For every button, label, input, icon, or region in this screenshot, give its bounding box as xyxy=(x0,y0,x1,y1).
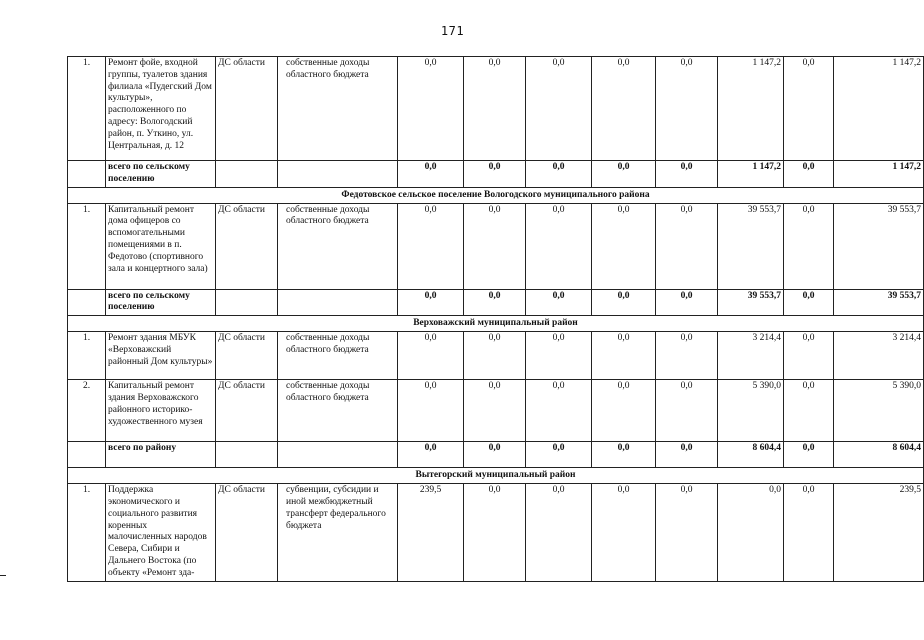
value-cell: 0,0 xyxy=(784,484,834,581)
total-label: всего по сельскому поселению xyxy=(106,289,216,316)
total-blank xyxy=(216,161,278,188)
object-name: Ремонт здания МБУК «Верховажский районный Дом культуры» xyxy=(106,332,216,380)
table-row xyxy=(68,380,924,442)
value-cell: 0,0 xyxy=(464,380,526,442)
total-value: 0,0 xyxy=(526,161,592,188)
value-cell: 39 553,7 xyxy=(718,203,784,289)
total-value: 0,0 xyxy=(464,161,526,188)
total-index xyxy=(68,442,106,468)
total-value: 1 147,2 xyxy=(718,161,784,188)
value-cell: 239,5 xyxy=(398,484,464,581)
value-cell: 0,0 xyxy=(526,380,592,442)
value-cell: 0,0 xyxy=(592,332,656,380)
status-cell: ДС области xyxy=(216,484,278,581)
total-index xyxy=(68,289,106,316)
value-cell: 0,0 xyxy=(398,332,464,380)
total-value: 0,0 xyxy=(592,161,656,188)
status-cell: ДС области xyxy=(216,57,278,161)
total-value: 0,0 xyxy=(592,289,656,316)
value-cell: 0,0 xyxy=(592,203,656,289)
total-index xyxy=(68,161,106,188)
funding-source: собственные доходы областного бюджета xyxy=(278,57,398,161)
value-cell: 0,0 xyxy=(656,380,718,442)
total-value: 1 147,2 xyxy=(834,161,924,188)
margin-mark xyxy=(0,575,6,576)
row-index: 1. xyxy=(68,57,106,161)
object-name: Капитальный ремонт здания Верховажского районного историко-художественного музея xyxy=(106,380,216,442)
value-cell: 0,0 xyxy=(464,57,526,161)
value-cell: 0,0 xyxy=(656,203,718,289)
table-row xyxy=(68,484,924,581)
total-value: 8 604,4 xyxy=(834,442,924,468)
value-cell: 0,0 xyxy=(398,203,464,289)
total-value: 0,0 xyxy=(592,442,656,468)
section-title: Федотовское сельское поселение Вологодского муниципального района xyxy=(68,187,924,203)
value-cell: 0,0 xyxy=(784,57,834,161)
total-value: 0,0 xyxy=(464,289,526,316)
value-cell: 0,0 xyxy=(592,57,656,161)
total-value: 0,0 xyxy=(526,289,592,316)
value-cell: 0,0 xyxy=(656,332,718,380)
row-index: 2. xyxy=(68,380,106,442)
value-cell: 0,0 xyxy=(398,380,464,442)
object-name: Капитальный ремонт дома офицеров со вспомогательными помещениями в п. Федотово (спортивного зала и концертного зала) xyxy=(106,203,216,289)
value-cell: 0,0 xyxy=(464,484,526,581)
funding-source: собственные доходы областного бюджета xyxy=(278,203,398,289)
value-cell: 0,0 xyxy=(526,332,592,380)
total-value: 39 553,7 xyxy=(718,289,784,316)
total-value: 39 553,7 xyxy=(834,289,924,316)
total-row xyxy=(68,442,924,468)
value-cell: 0,0 xyxy=(784,203,834,289)
value-cell: 0,0 xyxy=(526,203,592,289)
object-name: Ремонт фойе, входной группы, туалетов здания филиала «Пудегский Дом культуры», расположенного по адресу: Вологодский район, п. Уткино, ул. Центральная, д. 12 xyxy=(106,57,216,161)
value-cell: 39 553,7 xyxy=(834,203,924,289)
table-row xyxy=(68,203,924,289)
funding-source: собственные доходы областного бюджета xyxy=(278,380,398,442)
total-value: 0,0 xyxy=(398,289,464,316)
value-cell: 5 390,0 xyxy=(718,380,784,442)
total-row xyxy=(68,161,924,188)
section-title: Верховажский муниципальный район xyxy=(68,316,924,332)
value-cell: 0,0 xyxy=(464,203,526,289)
value-cell: 3 214,4 xyxy=(718,332,784,380)
budget-table-body xyxy=(68,57,924,582)
value-cell: 3 214,4 xyxy=(834,332,924,380)
value-cell: 0,0 xyxy=(592,484,656,581)
value-cell: 0,0 xyxy=(592,380,656,442)
total-blank xyxy=(278,289,398,316)
total-value: 0,0 xyxy=(784,161,834,188)
value-cell: 0,0 xyxy=(784,332,834,380)
value-cell: 0,0 xyxy=(526,484,592,581)
total-value: 0,0 xyxy=(526,442,592,468)
section-row xyxy=(68,468,924,484)
total-blank xyxy=(216,289,278,316)
value-cell: 0,0 xyxy=(656,57,718,161)
status-cell: ДС области xyxy=(216,380,278,442)
row-index: 1. xyxy=(68,484,106,581)
budget-table xyxy=(67,56,924,582)
value-cell: 0,0 xyxy=(526,57,592,161)
page-number: 171 xyxy=(440,24,465,38)
row-index: 1. xyxy=(68,332,106,380)
total-value: 0,0 xyxy=(656,161,718,188)
total-blank xyxy=(278,442,398,468)
total-value: 0,0 xyxy=(398,442,464,468)
total-value: 0,0 xyxy=(464,442,526,468)
total-value: 0,0 xyxy=(398,161,464,188)
funding-source: собственные доходы областного бюджета xyxy=(278,332,398,380)
total-row xyxy=(68,289,924,316)
section-title: Вытегорский муниципальный район xyxy=(68,468,924,484)
total-value: 8 604,4 xyxy=(718,442,784,468)
value-cell: 0,0 xyxy=(718,484,784,581)
object-name: Поддержка экономического и социального развития коренных малочисленных народов Севера, Сибири и Дальнего Востока (по объекту «Ремонт зда- xyxy=(106,484,216,581)
value-cell: 0,0 xyxy=(784,380,834,442)
total-value: 0,0 xyxy=(784,442,834,468)
status-cell: ДС области xyxy=(216,203,278,289)
total-label: всего по району xyxy=(106,442,216,468)
value-cell: 0,0 xyxy=(656,484,718,581)
section-row xyxy=(68,187,924,203)
value-cell: 5 390,0 xyxy=(834,380,924,442)
table-row xyxy=(68,332,924,380)
funding-source: субвенции, субсидии и иной межбюджетный трансферт федерального бюджета xyxy=(278,484,398,581)
total-blank xyxy=(278,161,398,188)
value-cell: 0,0 xyxy=(464,332,526,380)
total-blank xyxy=(216,442,278,468)
row-index: 1. xyxy=(68,203,106,289)
value-cell: 0,0 xyxy=(398,57,464,161)
value-cell: 1 147,2 xyxy=(718,57,784,161)
value-cell: 239,5 xyxy=(834,484,924,581)
total-value: 0,0 xyxy=(656,289,718,316)
total-value: 0,0 xyxy=(784,289,834,316)
status-cell: ДС области xyxy=(216,332,278,380)
total-value: 0,0 xyxy=(656,442,718,468)
table-row xyxy=(68,57,924,161)
value-cell: 1 147,2 xyxy=(834,57,924,161)
section-row xyxy=(68,316,924,332)
total-label: всего по сельскому поселению xyxy=(106,161,216,188)
